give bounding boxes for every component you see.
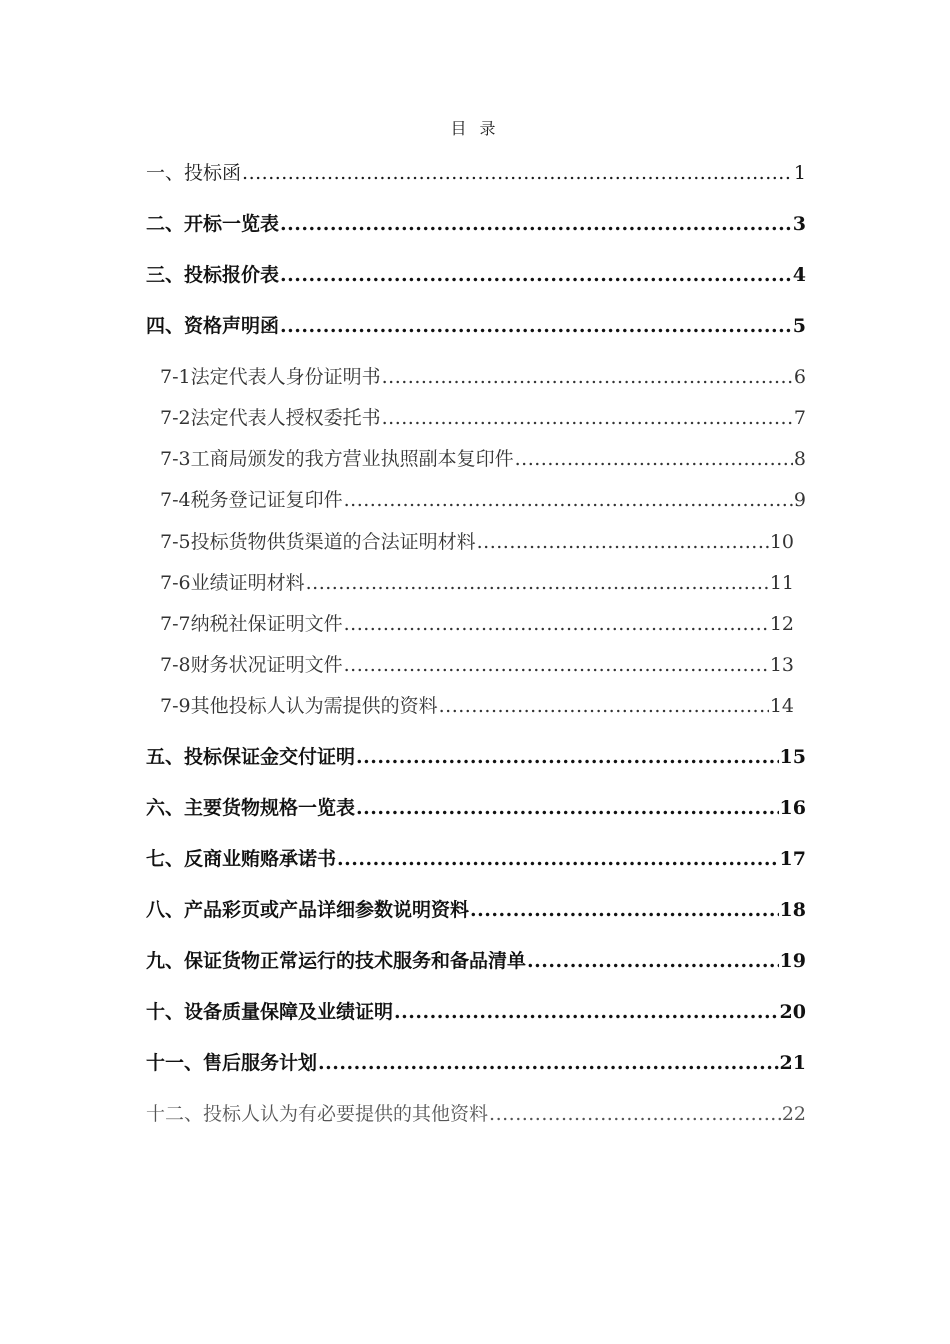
toc-subentry[interactable] — [146, 650, 794, 677]
toc-entry-title: 纳税社保证明文件 — [190, 613, 343, 635]
toc-entry-title: 法定代表人身份证明书 — [190, 366, 381, 388]
toc-entry-page: 16 — [779, 797, 806, 819]
toc-entry[interactable] — [146, 895, 806, 922]
toc-entry-page: 3 — [792, 213, 806, 235]
toc-entry[interactable] — [146, 158, 806, 185]
toc-subentry[interactable] — [146, 444, 806, 471]
toc-entry-page: 9 — [793, 489, 806, 511]
toc-entry-title: 投标货物供货渠道的合法证明材料 — [190, 531, 476, 553]
toc-entry-page: 13 — [769, 654, 794, 676]
toc-entry-title: 资格声明函 — [184, 315, 280, 337]
toc-subentry[interactable] — [146, 691, 794, 718]
toc-entry[interactable] — [146, 311, 806, 338]
toc-entry[interactable] — [146, 260, 806, 287]
toc-entry-page: 12 — [769, 613, 794, 635]
toc-entry-title: 税务登记证复印件 — [190, 489, 343, 511]
toc-entry[interactable] — [146, 742, 806, 769]
toc-entry-title: 业绩证明材料 — [190, 572, 305, 594]
toc-entry-number: 7-1 — [160, 366, 191, 388]
toc-entry-title: 开标一览表 — [184, 213, 280, 235]
toc-subentry[interactable] — [146, 527, 794, 554]
toc-leader-dots — [356, 797, 779, 819]
toc-entry-page: 19 — [779, 950, 806, 972]
toc-entry-number: 一、 — [146, 162, 185, 184]
toc-entry-title: 工商局颁发的我方营业执照副本复印件 — [190, 448, 514, 470]
toc-entry-number: 7-2 — [160, 407, 191, 429]
toc-entry-page: 18 — [779, 899, 806, 921]
toc-entry-page: 1 — [793, 162, 806, 184]
toc-entry[interactable] — [146, 1048, 806, 1075]
toc-entry[interactable] — [146, 997, 806, 1024]
toc-entry-page: 20 — [779, 1001, 806, 1023]
toc-entry-title: 主要货物规格一览表 — [184, 797, 356, 819]
toc-entry-title: 售后服务计划 — [203, 1052, 318, 1074]
toc-leader-dots — [344, 613, 769, 635]
toc-leader-dots — [280, 315, 792, 337]
toc-entry-title: 投标报价表 — [184, 264, 280, 286]
toc-leader-dots — [344, 654, 769, 676]
toc-entry-title: 财务状况证明文件 — [190, 654, 343, 676]
toc-leader-dots — [394, 1001, 779, 1023]
toc-entry-number: 7-4 — [160, 489, 191, 511]
toc-leader-dots — [344, 489, 793, 511]
toc-subentry[interactable] — [146, 403, 806, 430]
toc-entry-number: 三、 — [146, 264, 185, 286]
toc-entry-page: 22 — [781, 1103, 806, 1125]
toc-entry-number: 六、 — [146, 797, 185, 819]
toc-leader-dots — [470, 899, 779, 921]
toc-entry-title: 法定代表人授权委托书 — [190, 407, 381, 429]
toc-subentry[interactable] — [146, 485, 806, 512]
toc-entry-number: 7-7 — [160, 613, 191, 635]
toc-entry-number: 十二、 — [146, 1103, 204, 1125]
toc-entry[interactable] — [146, 844, 806, 871]
toc-leader-dots — [318, 1052, 779, 1074]
toc-entry-title: 产品彩页或产品详细参数说明资料 — [184, 899, 470, 921]
toc-title: 目 录 — [450, 119, 500, 138]
toc-entry-title: 设备质量保障及业绩证明 — [184, 1001, 394, 1023]
toc-entry-number: 五、 — [146, 746, 185, 768]
toc-leader-dots — [527, 950, 779, 972]
toc-entry[interactable] — [146, 946, 806, 973]
toc-entry-page: 8 — [793, 448, 806, 470]
toc-entry-number: 7-8 — [160, 654, 191, 676]
toc-entry-page: 17 — [779, 848, 806, 870]
toc-subentry[interactable] — [146, 568, 794, 595]
toc-entry[interactable] — [146, 209, 806, 236]
toc-entry-number: 二、 — [146, 213, 185, 235]
toc-leader-dots — [337, 848, 779, 870]
toc-entry-number: 四、 — [146, 315, 185, 337]
toc-leader-dots — [439, 695, 769, 717]
toc-entry-number: 七、 — [146, 848, 185, 870]
toc-entry-title: 投标函 — [184, 162, 242, 184]
toc-entry-page: 15 — [779, 746, 806, 768]
toc-leader-dots — [280, 213, 792, 235]
toc-leader-dots — [356, 746, 779, 768]
toc-entry-number: 7-6 — [160, 572, 191, 594]
toc-leader-dots — [382, 366, 793, 388]
toc-leader-dots — [515, 448, 793, 470]
toc-entry-number: 九、 — [146, 950, 185, 972]
toc-leader-dots — [306, 572, 769, 594]
toc-subentry[interactable] — [146, 362, 806, 389]
toc-entry-page: 11 — [769, 572, 794, 594]
toc-entry-number: 十、 — [146, 1001, 185, 1023]
toc-entry-title: 投标人认为有必要提供的其他资料 — [203, 1103, 489, 1125]
toc-entry[interactable] — [146, 1099, 806, 1126]
toc-entry-number: 7-5 — [160, 531, 191, 553]
toc-entry-page: 7 — [793, 407, 806, 429]
toc-entry-title: 其他投标人认为需提供的资料 — [190, 695, 438, 717]
toc-entry-title: 投标保证金交付证明 — [184, 746, 356, 768]
toc-entry-page: 5 — [792, 315, 806, 337]
toc-leader-dots — [280, 264, 792, 286]
toc-entry-title: 反商业贿赂承诺书 — [184, 848, 337, 870]
toc-entry-page: 6 — [793, 366, 806, 388]
toc-entry-page: 10 — [769, 531, 794, 553]
toc-entry[interactable] — [146, 793, 806, 820]
toc-entry-page: 14 — [769, 695, 794, 717]
toc-entry-number: 八、 — [146, 899, 185, 921]
toc-entry-number: 7-3 — [160, 448, 191, 470]
toc-subentry[interactable] — [146, 609, 794, 636]
toc-entry-number: 十一、 — [146, 1052, 204, 1074]
toc-entry-number: 7-9 — [160, 695, 191, 717]
toc-entry-page: 21 — [779, 1052, 806, 1074]
toc-leader-dots — [489, 1103, 781, 1125]
toc-entry-page: 4 — [792, 264, 806, 286]
toc-entry-title: 保证货物正常运行的技术服务和备品清单 — [184, 950, 527, 972]
toc-leader-dots — [242, 162, 793, 184]
toc-leader-dots — [477, 531, 769, 553]
toc-leader-dots — [382, 407, 793, 429]
